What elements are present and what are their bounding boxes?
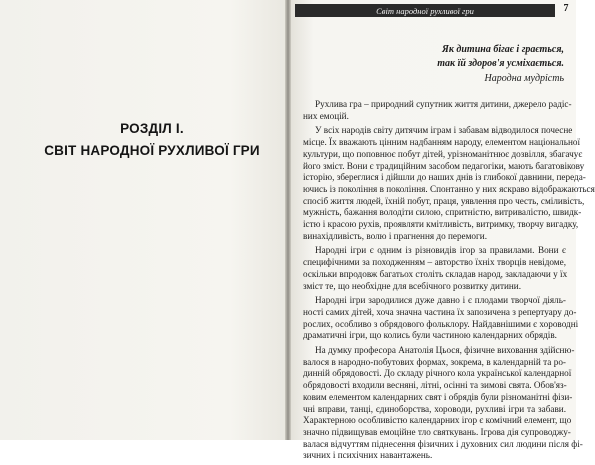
text-line: На думку професора Анатолія Цьося, фізичне виховання здійсню- xyxy=(315,345,575,356)
paragraph xyxy=(303,99,572,122)
text-line: валася відчуттям піднесення фізичних і духовних сил людини після фі- xyxy=(303,438,583,449)
text-line: спосіб життя людей, їхній побут, праця, уявлення про честь, сміливість, xyxy=(303,195,585,206)
text-line: драматичні ігри, що колись були частиною календарних обрядів. xyxy=(303,330,557,341)
text-line: Характерною особливістю календарних ігор є комічний елемент, що xyxy=(303,415,572,426)
epigraph-line: так їй здоров'я усміхається. xyxy=(437,57,564,69)
text-line: зміст те, що необхідне для всебічного розвитку дитини. xyxy=(303,280,522,291)
section-title-line: СВІТ НАРОДНОЇ РУХЛИВОЇ ГРИ xyxy=(44,143,260,158)
paragraph xyxy=(303,345,583,462)
text-line: ковим елементом календарних свят і обрядів були різноманітні фізи- xyxy=(303,391,573,402)
text-line: Народні ігри є одним із різновидів ігор за правилами. Вони є xyxy=(315,245,566,256)
text-line: зичних і психічних навантажень. xyxy=(303,450,433,461)
epigraph-source: Народна мудрість xyxy=(484,73,564,84)
text-line: ності самих дітей, хоча значна частина їх запозичена з репертуару до- xyxy=(303,306,577,317)
text-line: динній обрядовості. До складу річного кола української календарної xyxy=(303,368,572,379)
text-line: місце. Їх вважають цінним надбанням народу, елементом національної xyxy=(303,137,581,148)
page-number: 7 xyxy=(563,3,569,14)
epigraph xyxy=(437,43,564,86)
text-line: Народні ігри зародилися дуже давно і є плодами творчої діяль- xyxy=(315,295,566,306)
left-page xyxy=(0,0,287,440)
text-line: валося в народно-побутових формах, зокрема, в календарній та ро- xyxy=(303,356,566,367)
paragraph xyxy=(303,245,566,292)
text-line: Рухлива гра – природний супутник життя дитини, джерело радіс- xyxy=(315,99,572,109)
text-line: ючись із покоління в покоління. Спонтанно у них яскраво відображаються xyxy=(303,183,595,194)
paragraph xyxy=(303,295,579,342)
text-line: чні вправи, танці, єдиноборства, хороводи, рухливі ігри та забави. xyxy=(303,403,566,414)
text-line: значно підвищував емоційне тло святкувань. Ігрова дія супроводжу- xyxy=(303,426,571,437)
section-title xyxy=(18,118,286,162)
text-line: винахідливість, волю і прагнення до перемоги. xyxy=(303,230,488,241)
text-line: оскільки впродовж багатьох століть складав народ, закладаючи у їх xyxy=(303,268,568,279)
text-line: специфічними за походженням – авторство їхніх творців невідоме, xyxy=(303,257,566,268)
text-line: рослих, особливо з обрядового фольклору. Найдавнішими є хороводні xyxy=(303,318,579,329)
text-line: мужність, бажання володіти силою, спритністю, витривалістю, швидк- xyxy=(303,207,582,218)
text-line: його зміст. Вони є традиційним засобом педагогіки, мають багатовікову xyxy=(303,160,585,171)
text-line: них емоцій. xyxy=(303,110,349,121)
paragraph xyxy=(303,125,595,242)
running-header xyxy=(295,4,555,17)
text-line: культури, що поповнює побут дітей, урізноманітнює дозвілля, збагачує xyxy=(303,148,583,159)
text-line: обрядовості входили весняні, літні, осінні та зимові свята. Обов'яз- xyxy=(303,380,567,391)
text-line: історію, збереглися і дійшли до наших днів із глибокої давнини, переда- xyxy=(303,172,586,183)
text-line: істю і красою рухів, проявляти кмітливість, витримку, творчу вигадку, xyxy=(303,219,579,230)
epigraph-line: Як дитина бігає і грається, xyxy=(441,44,564,55)
right-page xyxy=(291,0,595,461)
running-header-title: Світ народної рухливої гри xyxy=(376,5,474,16)
text-line: У всіх народів світу дитячим іграм і забавам відводилося почесне xyxy=(315,125,573,136)
body-text xyxy=(303,99,595,465)
section-title-line: РОЗДІЛ І. xyxy=(120,121,184,136)
